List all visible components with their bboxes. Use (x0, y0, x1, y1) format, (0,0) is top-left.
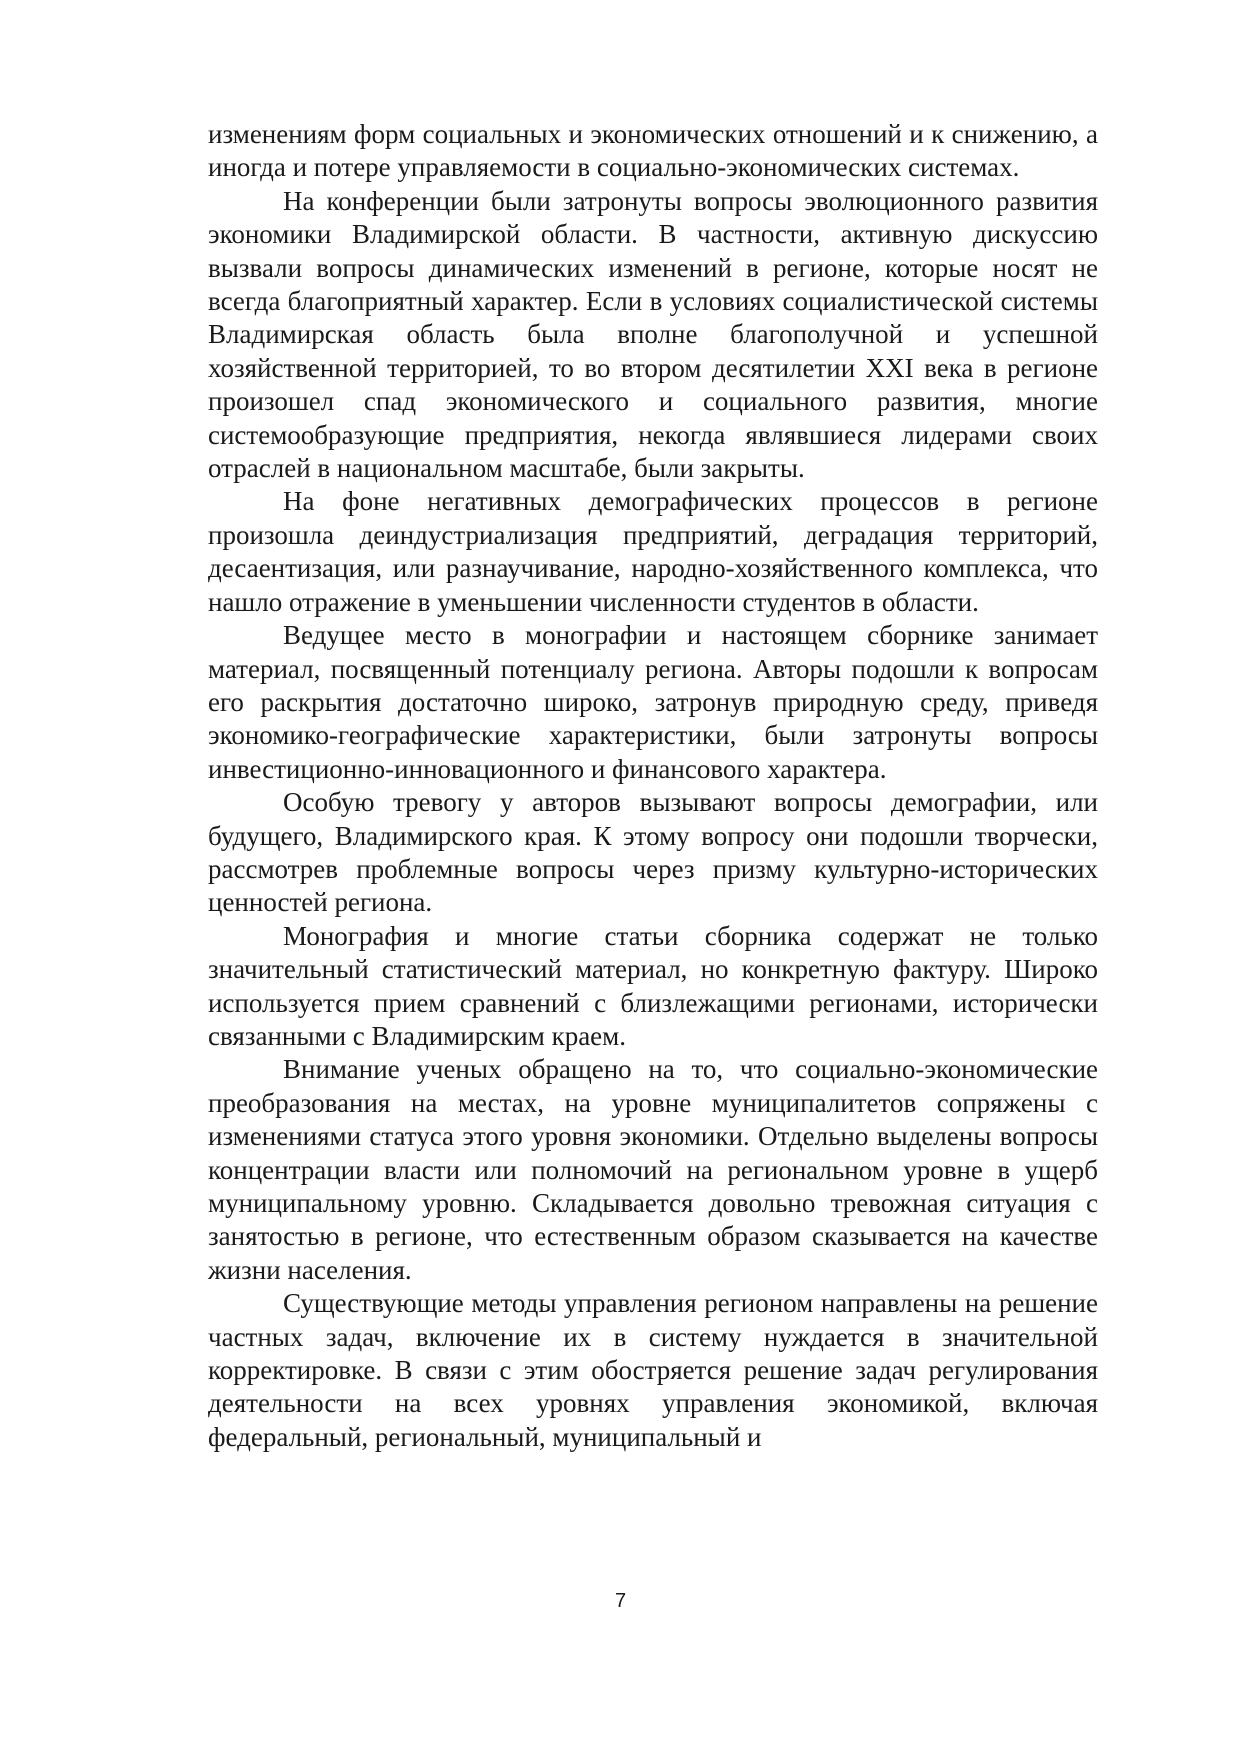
paragraph-concern: Особую тревогу у авторов вызывают вопросы демографии, или будущего, Владимирского края. К этому вопросу они подошли творчески, рассмотрев проблемные вопросы через призму культурно-исторических ценностей региона. (208, 787, 1098, 918)
paragraph-continuation: изменениям форм социальных и экономических отношений и к снижению, а иногда и потере управляемости в социально-экономических системах. (208, 119, 1098, 183)
paragraph-municipal: Внимание ученых обращено на то, что социально-экономические преобразования на местах, на уровне муниципалитетов сопряжены с изменениями статуса этого уровня экономики. Отдельно выделены вопросы концентрации власти или полномочий на региональном уровне в ущерб муниципальному уровню. Складывается довольно тревожная ситуация с занятостью в регионе, что естественным образом сказывается на качестве жизни населения. (208, 1054, 1098, 1285)
paragraph-conference: На конференции были затронуты вопросы эволюционного развития экономики Владимирской области. В частности, активную дискуссию вызвали вопросы динамических изменений в регионе, которые носят не всегда благоприятный характер. Если в условиях социалистической системы Владимирская область была вполне благополучной и успешной хозяйственной территорией, то во втором десятилетии XXI века в регионе произошел спад экономического и социального развития, многие системообразующие предприятия, некогда являвшиеся лидерами своих отраслей в национальном масштабе, были закрыты. (208, 185, 1098, 484)
page-number: 7 (614, 1590, 627, 1612)
paragraph-statistics: Монография и многие статьи сборника содержат не только значительный статистический материал, но конкретную фактуру. Широко используется прием сравнений с близлежащими регионами, исторически связанными с Владимирским краем. (208, 920, 1098, 1051)
paragraph-demography: На фоне негативных демографических процессов в регионе произошла деиндустриализация предприятий, деградация территорий, десаентизация, или разнаучивание, народно-хозяйственного комплекса, что нашло отражение в уменьшении численности студентов в области. (208, 486, 1098, 617)
paragraph-management: Существующие методы управления регионом направлены на решение частных задач, включение их в систему нуждается в значительной корректировке. В связи с этим обостряется решение задач регулирования деятельности на всех уровнях управления экономикой, включая федеральный, региональный, муниципальный и (208, 1288, 1098, 1452)
paragraph-potential: Ведущее место в монографии и настоящем сборнике занимает материал, посвященный потенциалу региона. Авторы подошли к вопросам его раскрытия достаточно широко, затронув природную среду, приведя экономико-географические характеристики, были затронуты вопросы инвестиционно-инновационного и финансового характера. (208, 620, 1098, 784)
page-body (208, 118, 1098, 1454)
